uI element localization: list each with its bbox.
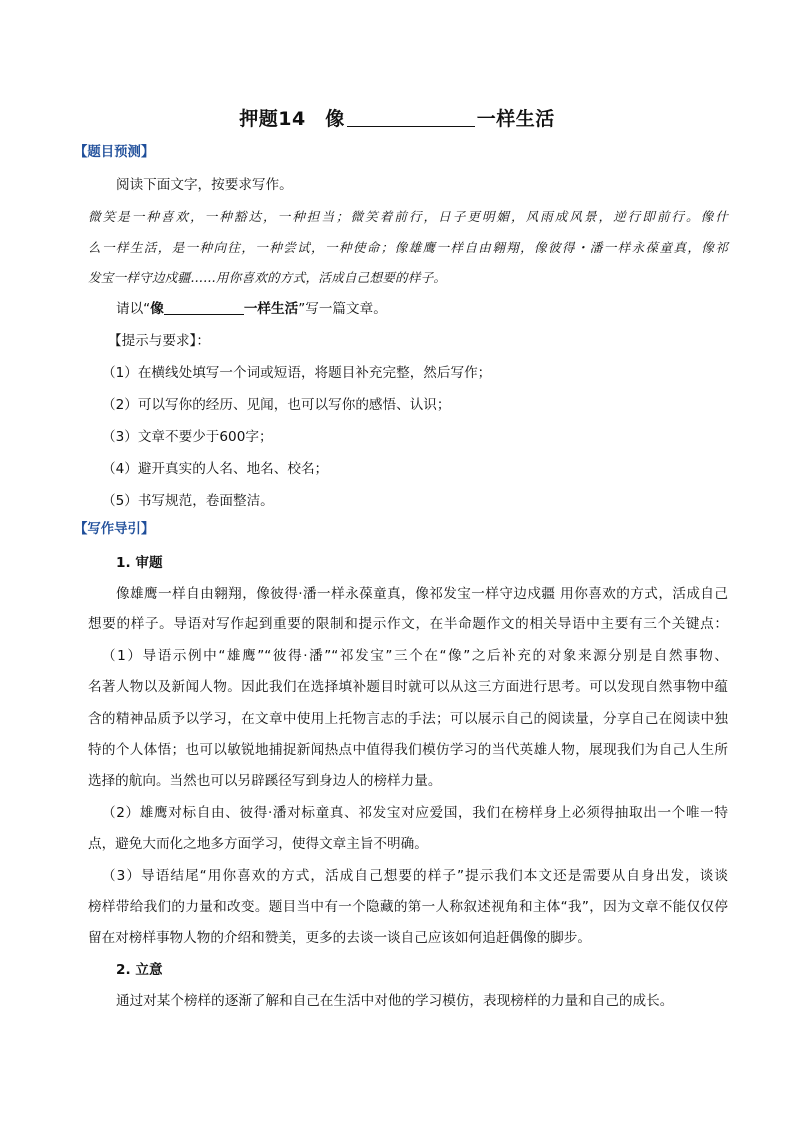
task-blank-line (164, 301, 244, 315)
review-line: 选择的航向。当然也可以另辟蹊径写到身边人的榜样力量。 (88, 773, 442, 789)
review-line: 像雄鹰一样自由翱翔，像彼得·潘一样永葆童真，像祁发宝一样守边戍疆 用你喜欢的方式，活成自己 (116, 586, 728, 602)
requirement-item: （4）避开真实的人名、地名、校名； (102, 461, 329, 477)
requirement-item: （3）文章不要少于600字； (102, 429, 273, 445)
subheading-idea: 2. 立意 (116, 962, 163, 978)
review-line: 名著人物以及新闻人物。因此我们在选择填补题目时就可以从这三方面进行思考。可以发现自然事物中蕴 (88, 679, 728, 695)
review-line: 留在对榜样事物人物的介绍和赞美，更多的去谈一谈自己应该如何追赶偶像的脚步。 (88, 930, 591, 946)
task-text (116, 299, 728, 319)
intro-text: 阅读下面文字，按要求写作。 (116, 177, 293, 193)
subheading-review: 1. 审题 (116, 555, 163, 571)
task-pre: 请以“ (116, 301, 151, 317)
task-bold-1: 像 (150, 301, 164, 317)
review-line: （3）导语结尾“用你喜欢的方式，活成自己想要的样子”提示我们本文还是需要从自身出发，谈谈 (102, 868, 728, 884)
review-line: 想要的样子。导语对写作起到重要的限制和提示作文，在半命题作文的相关导语中主要有三个关键点： (88, 616, 728, 632)
section-heading-prediction: 【题目预测】 (74, 145, 155, 160)
requirements-title: 【提示与要求】： (108, 333, 210, 349)
task-post: ”写一篇文章。 (298, 301, 387, 317)
material-line-2: 么一样生活，是一种向往，一种尝试，一种使命；像雄鹰一样自由翱翔，像彼得・潘一样永葆童真，像祁 (88, 240, 728, 255)
review-line: 含的精神品质予以学习，在文章中使用上托物言志的手法；可以展示自己的阅读量，分享自己在阅读中独 (88, 711, 728, 727)
title-prefix: 押题14 像 (239, 108, 345, 130)
section-heading-guide: 【写作导引】 (74, 522, 155, 537)
review-line: 特的个人体悟；也可以敏锐地捕捉新闻热点中值得我们模仿学习的当代英雄人物，展现我们为自己人生所 (88, 742, 728, 758)
requirement-item: （1）在横线处填写一个词或短语，将题目补充完整，然后写作； (102, 365, 492, 381)
review-line: 点，避免大而化之地多方面学习，使得文章主旨不明确。 (88, 836, 428, 852)
task-bold-2: 一样生活 (243, 301, 299, 317)
review-line: （2）雄鹰对标自由、彼得·潘对标童真、祁发宝对应爱国，我们在榜样身上必须得抽取出一个唯一特 (102, 805, 728, 821)
material-line-1: 微笑是一种喜欢，一种豁达，一种担当；微笑着前行，日子更明媚，风雨成风景，逆行即前行。像什 (88, 209, 728, 224)
page-title (0, 104, 794, 131)
title-suffix: 一样生活 (476, 108, 555, 130)
requirement-item: （5）书写规范，卷面整洁。 (102, 493, 274, 509)
review-line: 榜样带给我们的力量和改变。题目当中有一个隐藏的第一人称叙述视角和主体“我”，因为文章不能仅仅停 (88, 899, 728, 915)
review-line: （1）导语示例中“雄鹰”“彼得·潘”“祁发宝”三个在“像”之后补充的对象来源分别是自然事物、 (102, 648, 728, 664)
material-line-3: 发宝一样守边戍疆……用你喜欢的方式，活成自己想要的样子。 (88, 270, 447, 285)
requirement-item: （2）可以写你的经历、见闻，也可以写你的感悟、认识； (102, 397, 451, 413)
title-blank-line (347, 110, 475, 127)
idea-text: 通过对某个榜样的逐渐了解和自己在生活中对他的学习模仿，表现榜样的力量和自己的成长。 (116, 993, 674, 1009)
